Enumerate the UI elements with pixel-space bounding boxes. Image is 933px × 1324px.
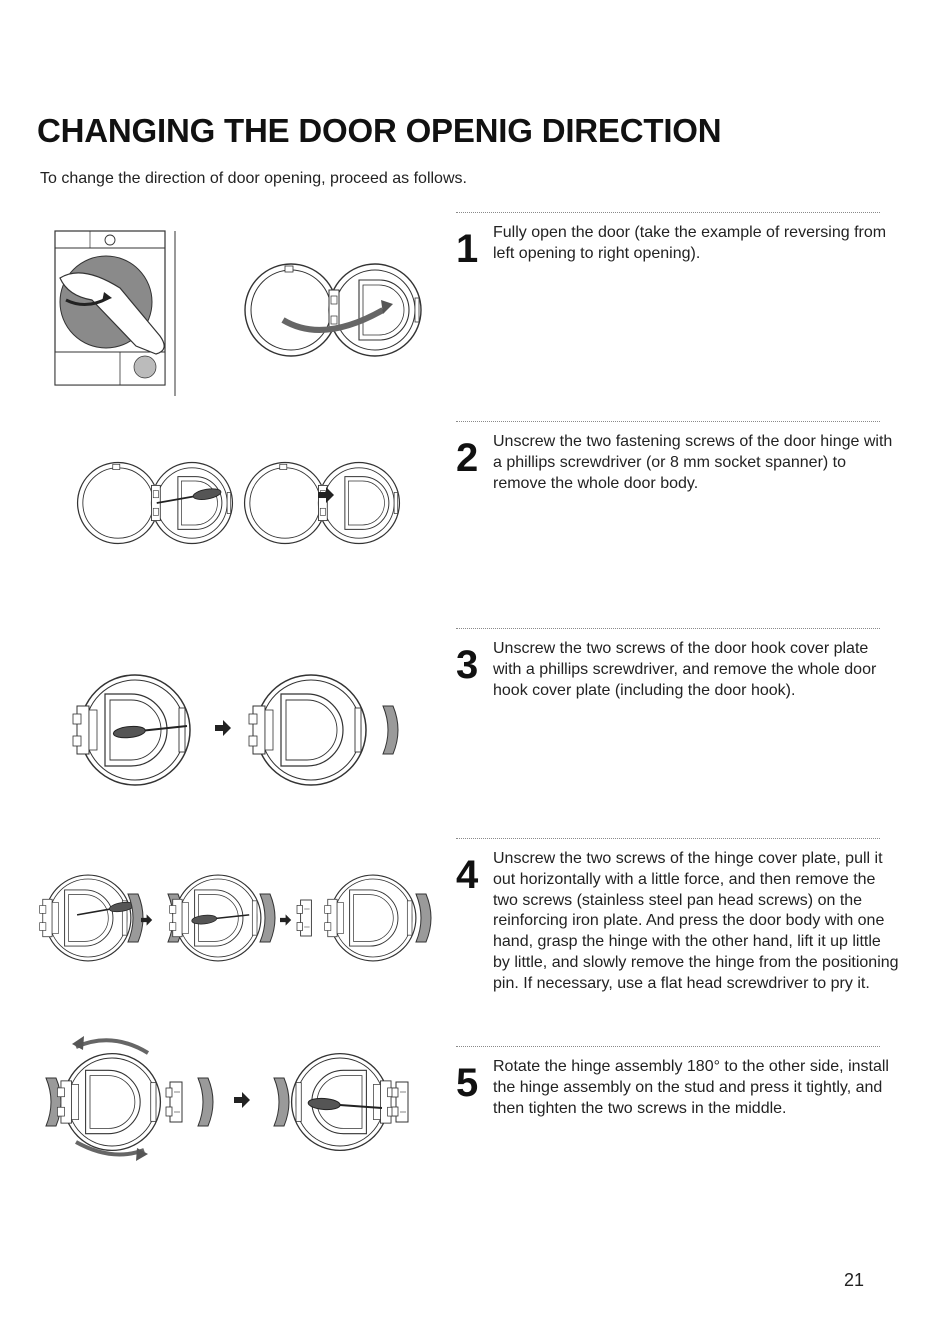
door-face-icon — [57, 1054, 160, 1151]
door-face-icon — [40, 875, 135, 961]
door-face-icon — [249, 675, 366, 785]
door-face-icon — [325, 875, 416, 961]
step-number: 5 — [456, 1061, 479, 1105]
arrow-right-icon — [234, 1092, 250, 1108]
dotted-divider — [456, 421, 880, 422]
hinge-cover-plate-icon — [416, 894, 431, 942]
hinge-cover-plate-icon — [198, 1078, 213, 1126]
door-face-icon — [73, 675, 190, 785]
door-removed-icon — [245, 463, 400, 544]
dotted-divider — [456, 628, 880, 629]
step-1 — [456, 212, 901, 269]
step-3 — [456, 628, 901, 701]
page-title: CHANGING THE DOOR OPENIG DIRECTION — [37, 112, 722, 149]
hinge-icon — [392, 1082, 408, 1122]
step-text: Rotate the hinge assembly 180° to the other side, install the hinge assembly on the stud and press it tightly, and then tighten the two screws in the middle. — [493, 1058, 889, 1117]
step-number: 2 — [456, 436, 479, 480]
page-number: 21 — [844, 1270, 865, 1290]
door-open-icon — [245, 264, 421, 356]
step-5 — [456, 1046, 901, 1119]
intro-text: To change the direction of door opening, proceed as follows. — [40, 170, 467, 187]
step-number: 1 — [456, 227, 479, 271]
step-2 — [456, 421, 901, 494]
step-2-illustration — [58, 455, 430, 555]
arrow-right-icon — [280, 914, 291, 925]
step-4-illustration — [38, 870, 438, 970]
door-face-icon — [170, 875, 261, 961]
door-face-icon — [292, 1054, 395, 1151]
arrow-right-icon — [215, 720, 231, 736]
step-text: Unscrew the two screws of the hinge cover plate, pull it out horizontally with a little force, and then remove the two screws (stainless steel pan head screws) on the reinforcing iron plate. And press the door body with one hand, grasp the hinge with the other hand, lift it up little by little, and slowly remove the hinge from the positioning pin. If necessary, use a flat head screwdriver to pry it. — [493, 850, 899, 992]
step-1-illustration — [50, 226, 430, 406]
step-text: Unscrew the two screws of the door hook cover plate with a phillips screwdriver, and remove the whole door hook cover plate (including the door hook). — [493, 640, 877, 699]
step-3-illustration — [65, 660, 425, 800]
step-text: Fully open the door (take the example of reversing from left opening to right opening). — [493, 224, 887, 262]
hinge-cover-plate-icon — [274, 1078, 289, 1126]
step-text: Unscrew the two fastening screws of the door hinge with a phillips screwdriver (or 8 mm socket spanner) to remove the whole door body. — [493, 433, 893, 492]
dryer-front-icon — [55, 231, 175, 396]
step-number: 3 — [456, 643, 479, 687]
step-4 — [456, 838, 901, 995]
step-number: 4 — [456, 853, 479, 897]
hinge-cover-plate-icon — [46, 1078, 61, 1126]
step-5-illustration — [36, 1018, 436, 1170]
dotted-divider — [456, 1046, 880, 1047]
dotted-divider — [456, 838, 880, 839]
hinge-cover-plate-icon — [260, 894, 275, 942]
hook-cover-plate-icon — [383, 706, 398, 754]
hinge-icon — [297, 900, 311, 936]
hinge-icon — [166, 1082, 182, 1122]
door-with-screwdriver-icon — [78, 463, 233, 544]
dotted-divider — [456, 212, 880, 213]
